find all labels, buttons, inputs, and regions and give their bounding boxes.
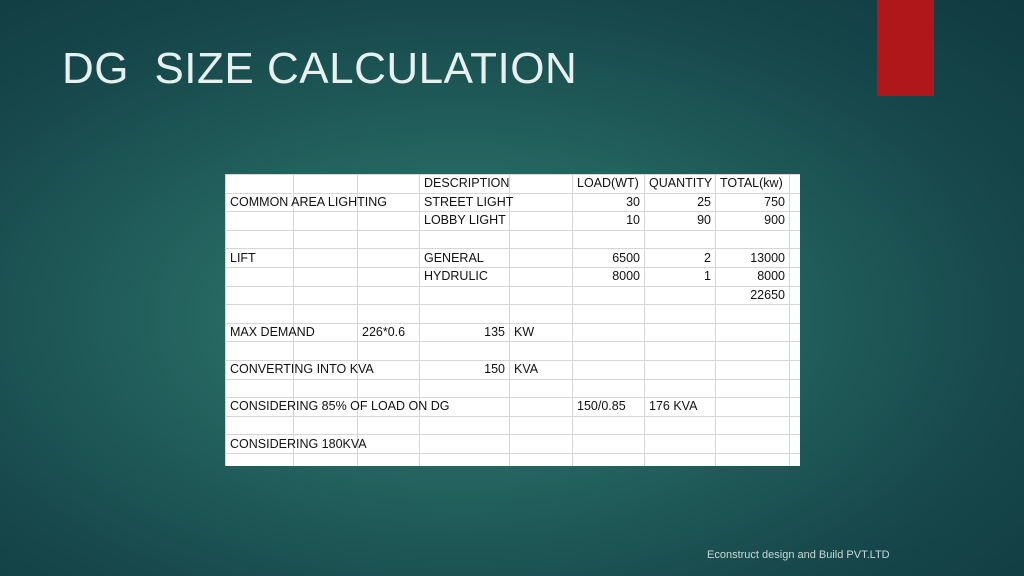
table-cell bbox=[358, 342, 420, 361]
table-cell bbox=[790, 323, 801, 342]
table-cell bbox=[420, 416, 510, 435]
table-cell bbox=[573, 379, 645, 398]
table-cell: STREET LIGHT bbox=[420, 193, 510, 212]
table-row bbox=[226, 249, 801, 268]
table-cell bbox=[358, 249, 420, 268]
table-cell bbox=[790, 360, 801, 379]
table-cell: 750 bbox=[716, 193, 790, 212]
table-row bbox=[226, 398, 801, 417]
table-row bbox=[226, 453, 801, 466]
table-cell: 1 bbox=[645, 267, 716, 286]
table-cell bbox=[573, 435, 645, 454]
table-cell bbox=[226, 453, 294, 466]
table-cell bbox=[358, 267, 420, 286]
table-cell bbox=[716, 435, 790, 454]
table-cell: 2 bbox=[645, 249, 716, 268]
table-cell bbox=[226, 379, 294, 398]
table-cell: 226*0.6 bbox=[358, 323, 420, 342]
table-cell bbox=[294, 416, 358, 435]
table-cell bbox=[420, 435, 510, 454]
table-row bbox=[226, 267, 801, 286]
table-cell bbox=[790, 249, 801, 268]
table-row bbox=[226, 305, 801, 324]
table-cell bbox=[226, 342, 294, 361]
table-cell bbox=[358, 305, 420, 324]
table-cell bbox=[573, 323, 645, 342]
table-cell bbox=[294, 230, 358, 249]
table-cell: TOTAL(kw) bbox=[716, 175, 790, 194]
table-cell bbox=[573, 360, 645, 379]
table-cell bbox=[716, 453, 790, 466]
table-cell bbox=[790, 230, 801, 249]
table-cell bbox=[790, 175, 801, 194]
table-cell bbox=[716, 398, 790, 417]
table-cell bbox=[510, 453, 573, 466]
table-cell bbox=[226, 416, 294, 435]
table-cell bbox=[226, 230, 294, 249]
table-cell bbox=[510, 175, 573, 194]
table-row bbox=[226, 323, 801, 342]
table-cell bbox=[573, 230, 645, 249]
table-cell bbox=[790, 212, 801, 231]
table-cell bbox=[573, 342, 645, 361]
table-row bbox=[226, 193, 801, 212]
table-cell: KVA bbox=[510, 360, 573, 379]
table-cell bbox=[420, 305, 510, 324]
table-cell bbox=[510, 435, 573, 454]
table-cell bbox=[645, 230, 716, 249]
table-cell bbox=[294, 453, 358, 466]
table-cell bbox=[645, 379, 716, 398]
table-cell bbox=[358, 379, 420, 398]
table-cell bbox=[573, 416, 645, 435]
accent-tab bbox=[877, 0, 934, 96]
table-cell bbox=[226, 267, 294, 286]
company-footer: Econstruct design and Build PVT.LTD bbox=[707, 549, 890, 561]
table-cell bbox=[716, 230, 790, 249]
table-row bbox=[226, 416, 801, 435]
table-cell bbox=[645, 342, 716, 361]
table-cell bbox=[790, 342, 801, 361]
table-row bbox=[226, 379, 801, 398]
table-cell bbox=[716, 305, 790, 324]
table-cell bbox=[716, 416, 790, 435]
table-cell bbox=[645, 453, 716, 466]
slide-title: DG SIZE CALCULATION bbox=[62, 44, 578, 93]
table-cell bbox=[645, 323, 716, 342]
table-row bbox=[226, 230, 801, 249]
table-cell bbox=[645, 435, 716, 454]
table-cell: QUANTITY bbox=[645, 175, 716, 194]
table-cell bbox=[645, 286, 716, 305]
table-cell: GENERAL bbox=[420, 249, 510, 268]
table-cell: KW bbox=[510, 323, 573, 342]
table-cell: 900 bbox=[716, 212, 790, 231]
table-cell: CONSIDERING 180KVA bbox=[226, 435, 294, 454]
table-cell: CONSIDERING 85% OF LOAD ON DG bbox=[226, 398, 294, 417]
table-cell bbox=[294, 379, 358, 398]
table-cell bbox=[645, 305, 716, 324]
table-cell bbox=[358, 230, 420, 249]
table-cell: MAX DEMAND bbox=[226, 323, 294, 342]
table-cell bbox=[358, 416, 420, 435]
table-cell: LOAD(WT) bbox=[573, 175, 645, 194]
table-cell bbox=[510, 286, 573, 305]
table-cell: CONVERTING INTO KVA bbox=[226, 360, 294, 379]
table-cell bbox=[573, 453, 645, 466]
table-cell bbox=[294, 175, 358, 194]
table-cell bbox=[358, 175, 420, 194]
table-cell bbox=[226, 305, 294, 324]
table-cell bbox=[510, 305, 573, 324]
table-cell bbox=[510, 398, 573, 417]
table-cell bbox=[573, 305, 645, 324]
table-cell: HYDRULIC bbox=[420, 267, 510, 286]
table-cell: LOBBY LIGHT bbox=[420, 212, 510, 231]
spreadsheet-image bbox=[225, 174, 800, 466]
table-cell bbox=[716, 379, 790, 398]
table-row bbox=[226, 435, 801, 454]
table-cell bbox=[510, 267, 573, 286]
table-cell bbox=[790, 416, 801, 435]
table-cell bbox=[645, 416, 716, 435]
table-cell bbox=[294, 267, 358, 286]
table-cell bbox=[226, 286, 294, 305]
table-cell bbox=[294, 305, 358, 324]
table-row bbox=[226, 212, 801, 231]
table-cell bbox=[716, 360, 790, 379]
table-cell bbox=[294, 249, 358, 268]
table-cell bbox=[420, 379, 510, 398]
table-cell bbox=[790, 305, 801, 324]
table-cell bbox=[358, 286, 420, 305]
table-cell bbox=[790, 193, 801, 212]
table-row bbox=[226, 360, 801, 379]
table-cell bbox=[510, 342, 573, 361]
table-cell: 6500 bbox=[573, 249, 645, 268]
table-cell: 30 bbox=[573, 193, 645, 212]
table-cell: 150 bbox=[420, 360, 510, 379]
table-cell bbox=[510, 193, 573, 212]
table-row bbox=[226, 175, 801, 194]
table-cell bbox=[573, 286, 645, 305]
table-cell bbox=[790, 435, 801, 454]
table-cell bbox=[645, 360, 716, 379]
table-cell: DESCRIPTION bbox=[420, 175, 510, 194]
table-cell bbox=[716, 342, 790, 361]
table-cell bbox=[358, 212, 420, 231]
table-cell bbox=[510, 212, 573, 231]
table-cell bbox=[790, 453, 801, 466]
table-cell bbox=[420, 453, 510, 466]
table-cell bbox=[510, 230, 573, 249]
table-cell: COMMON AREA LIGHTING bbox=[226, 193, 294, 212]
table-cell bbox=[420, 230, 510, 249]
table-cell bbox=[420, 286, 510, 305]
table-cell: 90 bbox=[645, 212, 716, 231]
table-cell bbox=[790, 286, 801, 305]
calculation-table bbox=[225, 174, 800, 466]
table-cell: 150/0.85 bbox=[573, 398, 645, 417]
table-cell bbox=[716, 323, 790, 342]
table-cell bbox=[420, 342, 510, 361]
table-cell bbox=[510, 416, 573, 435]
table-cell: 8000 bbox=[716, 267, 790, 286]
table-cell: 13000 bbox=[716, 249, 790, 268]
table-row bbox=[226, 342, 801, 361]
table-cell: LIFT bbox=[226, 249, 294, 268]
table-cell bbox=[226, 212, 294, 231]
table-cell: 8000 bbox=[573, 267, 645, 286]
table-cell bbox=[510, 379, 573, 398]
table-cell bbox=[294, 212, 358, 231]
table-cell: 176 KVA bbox=[645, 398, 716, 417]
table-cell bbox=[510, 249, 573, 268]
table-cell: 10 bbox=[573, 212, 645, 231]
table-cell bbox=[790, 267, 801, 286]
table-row bbox=[226, 286, 801, 305]
table-cell bbox=[226, 175, 294, 194]
table-cell bbox=[358, 453, 420, 466]
table-cell: 135 bbox=[420, 323, 510, 342]
table-cell bbox=[294, 342, 358, 361]
table-cell bbox=[790, 379, 801, 398]
table-cell bbox=[790, 398, 801, 417]
table-cell: 25 bbox=[645, 193, 716, 212]
table-cell: 22650 bbox=[716, 286, 790, 305]
table-cell bbox=[294, 286, 358, 305]
